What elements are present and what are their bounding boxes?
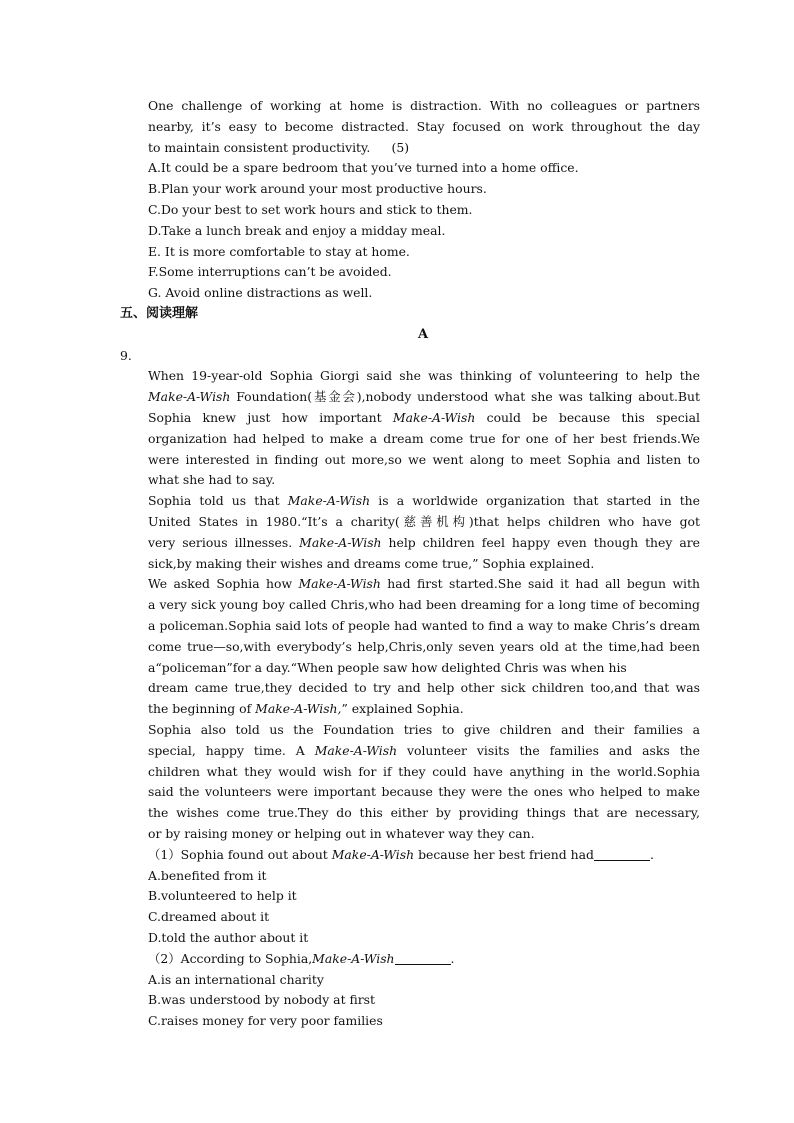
passage-line: When 19-year-old Sophia Giorgi said she was thinking of volunteering to help the	[148, 368, 700, 383]
passage-line: a policeman.Sophia said lots of people had wanted to find a way to make Chris’s dream	[148, 618, 700, 633]
passage-text: We asked Sophia how	[148, 576, 299, 591]
question-text: because her best friend had	[414, 847, 594, 862]
option-f: F.Some interruptions can’t be avoided.	[148, 264, 392, 279]
passage-text: ” explained Sophia.	[341, 701, 464, 716]
passage-text: Sophia knew just how important	[148, 410, 393, 425]
passage-line	[148, 533, 700, 553]
passage-line: Sophia also told us the Foundation tries to give children and their families a	[148, 722, 700, 737]
question-text: .	[450, 951, 455, 966]
org-name: Make-A-Wish,	[255, 701, 342, 716]
question-2-stem	[148, 949, 700, 969]
passage-text: could be because this special	[475, 410, 700, 425]
passage-line: nearby, it’s easy to become distracted. Stay focused on work throughout the day	[148, 119, 700, 134]
passage-line: One challenge of working at home is distraction. With no colleagues or partners	[148, 98, 700, 113]
option-e: E. It is more comfortable to stay at home.	[148, 244, 410, 259]
q1-option-d: D.told the author about it	[148, 930, 309, 945]
passage-line	[148, 699, 700, 719]
passage-line-with-blank	[148, 138, 700, 158]
passage-line: were interested in finding out more,so we went along to meet Sophia and listen to	[148, 452, 700, 467]
passage-line: dream came true,they decided to try and help other sick children too,and that was	[148, 680, 700, 695]
passage-line: a“policeman”for a day.“When people saw how delighted Chris was when his	[148, 660, 627, 675]
q1-option-b: B.volunteered to help it	[148, 888, 297, 903]
passage-line: said the volunteers were important because they were the ones who helped to make	[148, 784, 700, 799]
question-number: 9.	[120, 348, 132, 363]
question-text: （2）According to Sophia,	[148, 951, 313, 966]
passage-text: very serious illnesses.	[148, 535, 300, 550]
option-c: C.Do your best to set work hours and stick to them.	[148, 202, 473, 217]
option-g: G. Avoid online distractions as well.	[148, 285, 373, 300]
passage-text: Foundation(基金会),nobody understood what she was talking about.But	[230, 389, 700, 404]
passage-line: United States in 1980.“It’s a charity(慈善机构)that helps children who have got	[148, 514, 700, 529]
passage-line: come true—so,with everybody’s help,Chris,only seven years old at the time,had been	[148, 639, 700, 654]
answer-blank	[395, 950, 451, 965]
section-title: 五、阅读理解	[120, 306, 199, 321]
passage-line: the wishes come true.They do this either by providing things that are necessary,	[148, 805, 700, 820]
org-name: Make-A-Wish	[298, 576, 381, 591]
passage-text: had first started.She said it had all begun with	[380, 576, 700, 591]
passage-line	[148, 574, 700, 594]
q1-option-a: A.benefited from it	[148, 868, 267, 883]
org-name: Make-A-Wish	[314, 743, 398, 758]
passage-line: children what they would wish for if they could have anything in the world.Sophia	[148, 764, 700, 779]
passage-line	[148, 491, 700, 511]
question-text: （1）Sophia found out about	[148, 847, 332, 862]
question-text: .	[649, 847, 654, 862]
org-name: Make-A-Wish	[287, 493, 371, 508]
passage-text: volunteer visits the families and asks the	[397, 743, 700, 758]
option-d: D.Take a lunch break and enjoy a midday meal.	[148, 223, 446, 238]
answer-blank	[594, 846, 650, 861]
answer-blank: (5)	[370, 138, 430, 158]
q2-option-b: B.was understood by nobody at first	[148, 992, 376, 1007]
passage-line: a very sick young boy called Chris,who had been dreaming for a long time of becoming	[148, 597, 700, 612]
passage-line	[148, 741, 700, 761]
q2-option-c: C.raises money for very poor families	[148, 1013, 383, 1028]
org-name: Make-A-Wish	[299, 535, 382, 550]
org-name: Make-A-Wish	[148, 389, 231, 404]
org-name: Make-A-Wish	[312, 951, 395, 966]
option-a: A.It could be a spare bedroom that you’ve turned into a home office.	[148, 160, 579, 175]
passage-text: to maintain consistent productivity.	[148, 140, 371, 155]
q2-option-a: A.is an international charity	[148, 972, 324, 987]
passage-text: Sophia told us that	[148, 493, 288, 508]
passage-line: sick,by making their wishes and dreams come true,” Sophia explained.	[148, 556, 595, 571]
passage-line: what she had to say.	[148, 472, 276, 487]
passage-text: special, happy time. A	[148, 743, 315, 758]
org-name: Make-A-Wish	[331, 847, 415, 862]
passage-line	[148, 387, 700, 407]
option-b: B.Plan your work around your most productive hours.	[148, 181, 487, 196]
passage-letter: A	[417, 327, 429, 342]
passage-line: or by raising money or helping out in whatever way they can.	[148, 826, 535, 841]
q1-option-c: C.dreamed about it	[148, 909, 270, 924]
passage-line	[148, 408, 700, 428]
passage-line: organization had helped to make a dream come true for one of her best friends.We	[148, 431, 700, 446]
passage-text: the beginning of	[148, 701, 256, 716]
question-1-stem	[148, 845, 700, 865]
passage-text: help children feel happy even though they are	[381, 535, 700, 550]
org-name: Make-A-Wish	[392, 410, 476, 425]
passage-text: is a worldwide organization that started in the	[370, 493, 700, 508]
